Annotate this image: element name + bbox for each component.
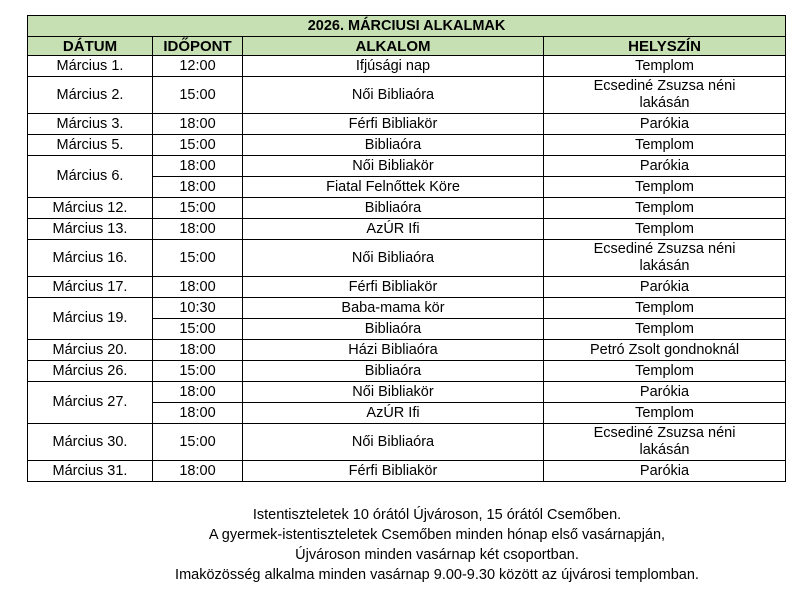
event-cell: Bibliaóra (243, 361, 544, 382)
place-cell: Parókia (544, 461, 786, 482)
time-cell: 15:00 (153, 319, 243, 340)
event-cell: Férfi Bibliakör (243, 277, 544, 298)
event-cell: Női Bibliakör (243, 156, 544, 177)
table-row (28, 382, 786, 403)
place-cell: Ecsediné Zsuzsa néni lakásán (544, 240, 786, 277)
date-cell: Március 26. (28, 361, 153, 382)
time-cell: 18:00 (153, 114, 243, 135)
table-row (28, 461, 786, 482)
date-cell: Március 27. (28, 382, 153, 424)
place-cell: Petró Zsolt gondnoknál (544, 340, 786, 361)
footer-line: Istentiszteletek 10 órától Újvároson, 15 órától Csemőben. (252, 507, 622, 523)
date-cell: Március 5. (28, 135, 153, 156)
schedule-table (27, 15, 786, 482)
place-cell: Parókia (544, 156, 786, 177)
event-cell: Fiatal Felnőttek Köre (243, 177, 544, 198)
time-cell: 15:00 (153, 135, 243, 156)
place-cell: Parókia (544, 114, 786, 135)
place-cell: Parókia (544, 277, 786, 298)
time-cell: 18:00 (153, 340, 243, 361)
date-cell: Március 12. (28, 198, 153, 219)
event-cell: AzÚR Ifi (243, 219, 544, 240)
header-event: ALKALOM (243, 37, 544, 56)
header-date: DÁTUM (28, 37, 153, 56)
date-cell: Március 6. (28, 156, 153, 198)
place-cell: Parókia (544, 382, 786, 403)
place-cell: Templom (544, 403, 786, 424)
table-row (28, 77, 786, 114)
table-row (28, 240, 786, 277)
date-cell: Március 1. (28, 56, 153, 77)
place-cell: Templom (544, 361, 786, 382)
time-cell: 10:30 (153, 298, 243, 319)
event-cell: Baba-mama kör (243, 298, 544, 319)
table-row (28, 340, 786, 361)
event-cell: Bibliaóra (243, 319, 544, 340)
table-row (28, 298, 786, 319)
date-cell: Március 19. (28, 298, 153, 340)
table-row (28, 135, 786, 156)
event-cell: Bibliaóra (243, 198, 544, 219)
event-cell: Férfi Bibliakör (243, 114, 544, 135)
event-cell: Női Bibliaóra (243, 240, 544, 277)
date-cell: Március 2. (28, 77, 153, 114)
footer-line: A gyermek-istentiszteletek Csemőben minden hónap első vasárnapján, (208, 527, 666, 543)
time-cell: 15:00 (153, 198, 243, 219)
place-cell: Templom (544, 56, 786, 77)
place-cell: Templom (544, 219, 786, 240)
date-cell: Március 17. (28, 277, 153, 298)
time-cell: 18:00 (153, 403, 243, 424)
place-cell: Templom (544, 319, 786, 340)
event-cell: Házi Bibliaóra (243, 340, 544, 361)
event-cell: Bibliaóra (243, 135, 544, 156)
table-row (28, 277, 786, 298)
time-cell: 18:00 (153, 177, 243, 198)
time-cell: 18:00 (153, 219, 243, 240)
table-row (28, 114, 786, 135)
footer-line: Újvároson minden vasárnap két csoportban. (295, 547, 579, 563)
table-row (28, 56, 786, 77)
time-cell: 18:00 (153, 461, 243, 482)
time-cell: 15:00 (153, 240, 243, 277)
time-cell: 18:00 (153, 156, 243, 177)
table-title: 2026. MÁRCIUSI ALKALMAK (28, 16, 786, 37)
event-cell: Ifjúsági nap (243, 56, 544, 77)
footer-line: Imaközösség alkalma minden vasárnap 9.00-9.30 között az újvárosi templomban. (175, 567, 699, 583)
place-cell: Templom (544, 298, 786, 319)
date-cell: Március 31. (28, 461, 153, 482)
place-cell: Templom (544, 135, 786, 156)
event-cell: Női Bibliaóra (243, 77, 544, 114)
header-time: IDŐPONT (153, 37, 243, 56)
date-cell: Március 30. (28, 424, 153, 461)
table-row (28, 361, 786, 382)
place-cell: Templom (544, 177, 786, 198)
date-cell: Március 16. (28, 240, 153, 277)
place-cell: Templom (544, 198, 786, 219)
time-cell: 18:00 (153, 277, 243, 298)
event-cell: AzÚR Ifi (243, 403, 544, 424)
place-cell: Ecsediné Zsuzsa néni lakásán (544, 424, 786, 461)
event-cell: Női Bibliaóra (243, 424, 544, 461)
time-cell: 15:00 (153, 361, 243, 382)
event-cell: Női Bibliakör (243, 382, 544, 403)
time-cell: 15:00 (153, 77, 243, 114)
date-cell: Március 13. (28, 219, 153, 240)
table-row (28, 198, 786, 219)
date-cell: Március 3. (28, 114, 153, 135)
header-place: HELYSZÍN (544, 37, 786, 56)
date-cell: Március 20. (28, 340, 153, 361)
schedule-body (28, 56, 786, 482)
table-row (28, 219, 786, 240)
time-cell: 12:00 (153, 56, 243, 77)
table-row (28, 424, 786, 461)
table-row (28, 156, 786, 177)
event-cell: Férfi Bibliakör (243, 461, 544, 482)
footer-notes (0, 505, 811, 585)
place-cell: Ecsediné Zsuzsa néni lakásán (544, 77, 786, 114)
time-cell: 18:00 (153, 382, 243, 403)
time-cell: 15:00 (153, 424, 243, 461)
